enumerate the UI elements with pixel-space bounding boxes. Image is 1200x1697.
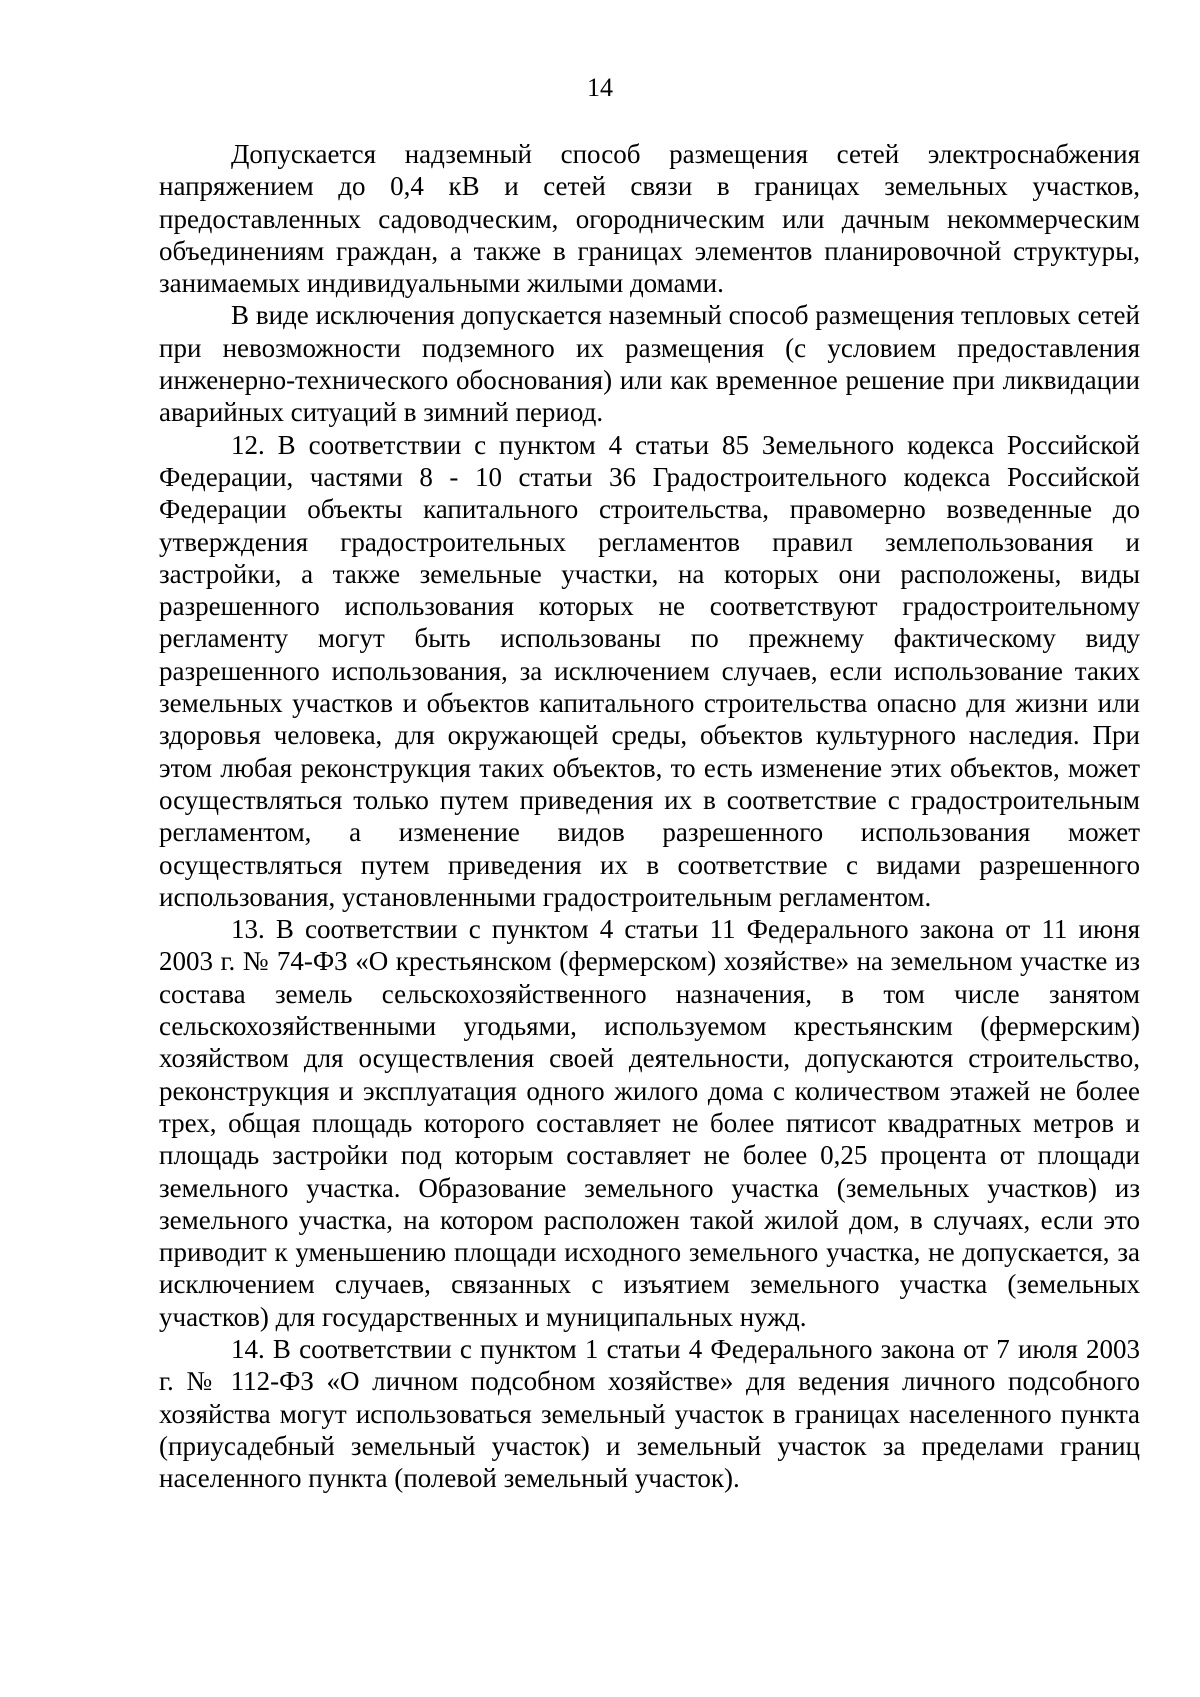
paragraph-item-14: 14. В соответствии с пунктом 1 статьи 4 Федерального закона от 7 июля 2003 г. № 112-ФЗ «О личном подсобном хозяйстве» для ведения личного подсобного хозяйства могут использоваться земельный участок в границах населенного пункта (приусадебный земельный участок) и земельный участок за пределами границ населенного пункта (полевой земельный участок). xyxy=(159,1333,1140,1494)
paragraph-overhead-networks: Допускается надземный способ размещения сетей электроснабжения напряжением до 0,4 кВ и сетей связи в границах земельных участков, предоставленных садоводческим, огородническим или дачным некоммерческим объединениям граждан, а также в границах элементов планировочной структуры, занимаемых индивидуальными жилыми домами. xyxy=(159,139,1140,299)
paragraph-item-13: 13. В соответствии с пунктом 4 статьи 11 Федерального закона от 11 июня 2003 г. № 74-ФЗ «О крестьянском (фермерском) хозяйстве» на земельном участке из состава земель сельскохозяйственного назначения, в том числе занятом сельскохозяйственными угодьями, используемом крестьянским (фермерским) хозяйством для осуществления своей деятельности, допускаются строительство, реконструкция и эксплуатация одного жилого дома с количеством этажей не более трех, общая площадь которого составляет не более пятисот квадратных метров и площадь застройки под которым составляет не более 0,25 процента от площади земельного участка. Образование земельного участка (земельных участков) из земельного участка, на котором расположен такой жилой дом, в случаях, если это приводит к уменьшению площади исходного земельного участка, не допускается, за исключением случаев, связанных с изъятием земельного участка (земельных участков) для государственных и муниципальных нужд. xyxy=(159,914,1140,1332)
paragraph-item-12: 12. В соответствии с пунктом 4 статьи 85 Земельного кодекса Российской Федерации, частями 8 - 10 статьи 36 Градостроительного кодекса Российской Федерации объекты капитального строительства, правомерно возведенные до утверждения градостроительных регламентов правил землепользования и застройки, а также земельные участки, на которых они расположены, виды разрешенного использования которых не соответствуют градостроительному регламенту могут быть использованы по прежнему фактическому виду разрешенного использования, за исключением случаев, если использование таких земельных участков и объектов капитального строительства опасно для жизни или здоровья человека, для окружающей среды, объектов культурного наследия. При этом любая реконструкция таких объектов, то есть изменение этих объектов, может осуществляться только путем приведения их в соответствие с градостроительным регламентом, а изменение видов разрешенного использования может осуществляться путем приведения их в соответствие с видами разрешенного использования, установленными градостроительным регламентом. xyxy=(159,429,1140,912)
paragraph-heating-networks-exception: В виде исключения допускается наземный способ размещения тепловых сетей при невозможности подземного их размещения (с условием предоставления инженерно-технического обоснования) или как временное решение при ликвидации аварийных ситуаций в зимний период. xyxy=(159,300,1140,428)
page-number: 14 xyxy=(587,73,613,102)
document-body xyxy=(159,138,1140,1494)
